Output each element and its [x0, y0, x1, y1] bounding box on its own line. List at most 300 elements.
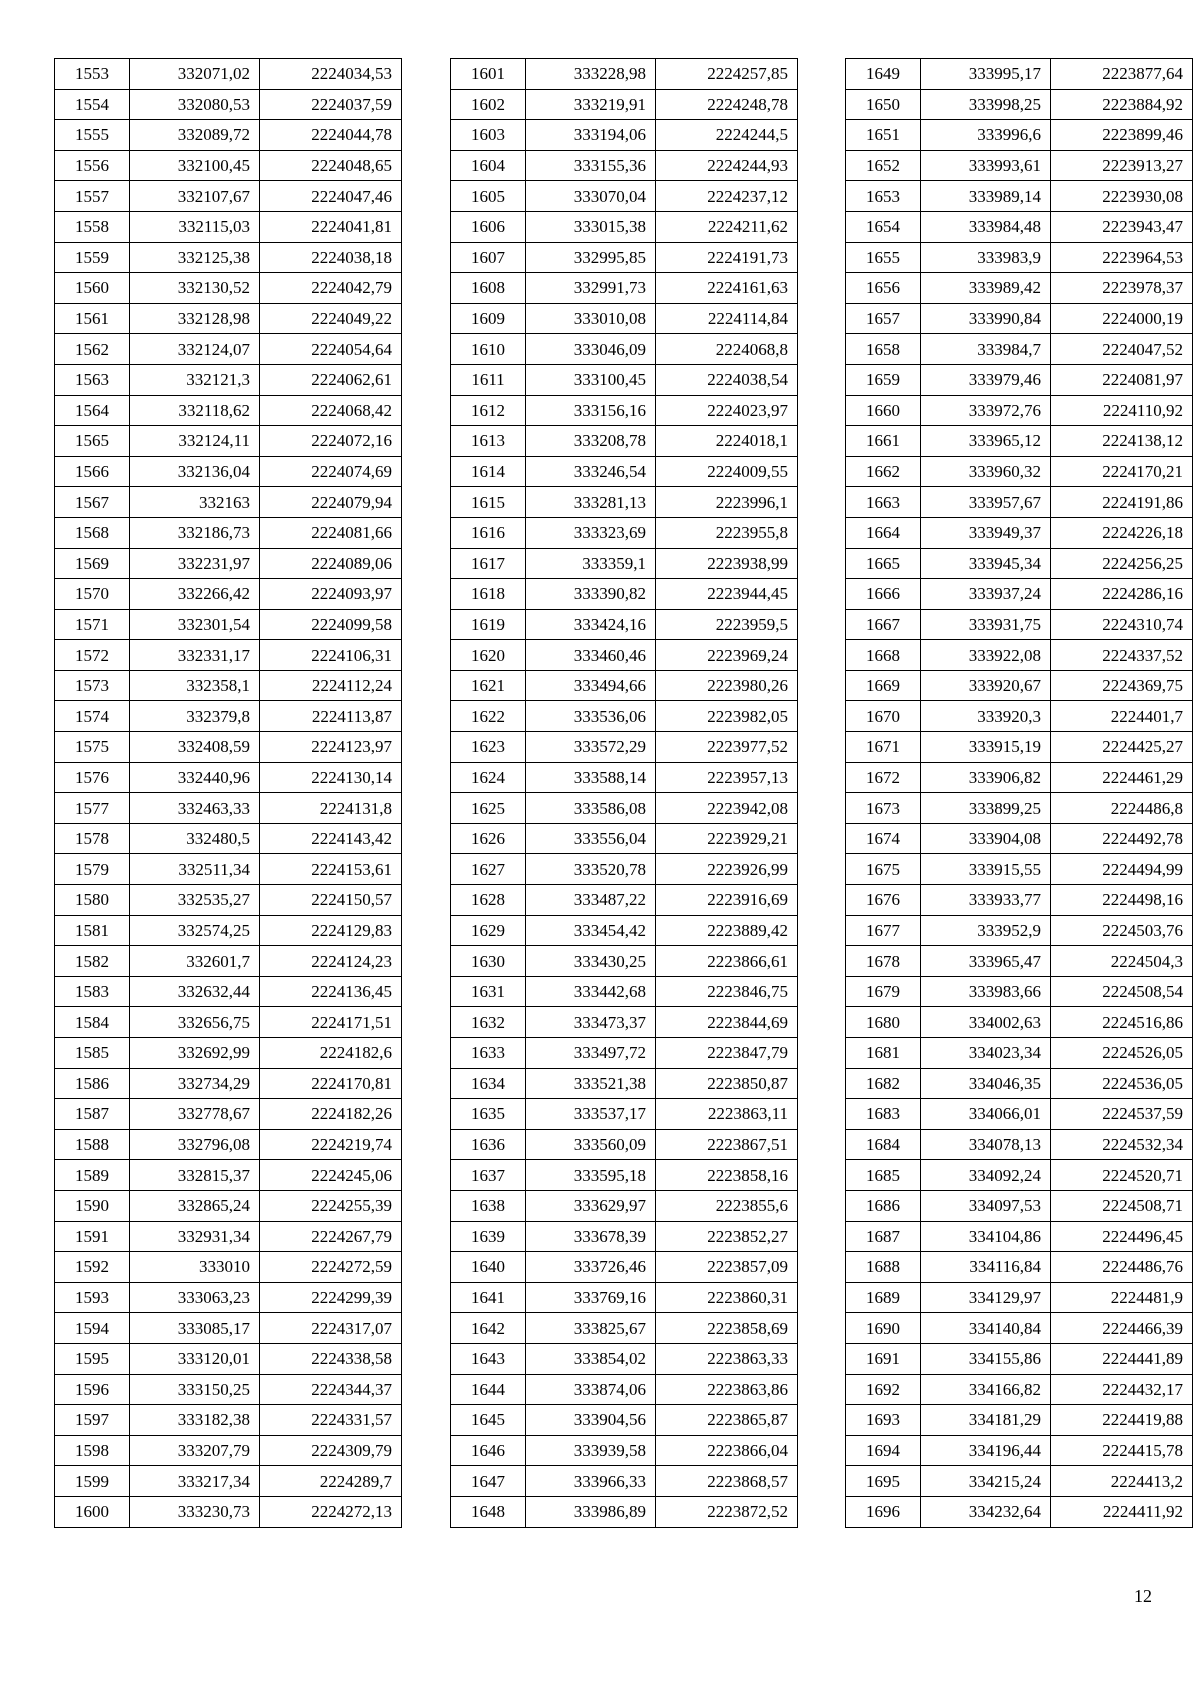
y-coordinate-cell: 2223846,75 [656, 976, 798, 1007]
x-coordinate-cell: 333010 [130, 1252, 260, 1283]
table-row [55, 548, 402, 579]
x-coordinate-cell: 333010,08 [526, 303, 656, 334]
y-coordinate-cell: 2224038,18 [260, 242, 402, 273]
point-number-cell: 1557 [55, 181, 130, 212]
point-number-cell: 1598 [55, 1435, 130, 1466]
y-coordinate-cell: 2224498,16 [1051, 885, 1193, 916]
y-coordinate-cell: 2224496,45 [1051, 1221, 1193, 1252]
point-number-cell: 1658 [846, 334, 921, 365]
y-coordinate-cell: 2224248,78 [656, 89, 798, 120]
x-coordinate-cell: 333899,25 [921, 793, 1051, 824]
y-coordinate-cell: 2224143,42 [260, 823, 402, 854]
x-coordinate-cell: 333986,89 [526, 1496, 656, 1527]
x-coordinate-cell: 332186,73 [130, 517, 260, 548]
x-coordinate-cell: 332358,1 [130, 670, 260, 701]
table-row [846, 640, 1193, 671]
table-row [846, 1221, 1193, 1252]
table-row [846, 732, 1193, 763]
y-coordinate-cell: 2224466,39 [1051, 1313, 1193, 1344]
table-row [846, 1343, 1193, 1374]
point-number-cell: 1686 [846, 1190, 921, 1221]
x-coordinate-cell: 333989,14 [921, 181, 1051, 212]
point-number-cell: 1675 [846, 854, 921, 885]
y-coordinate-cell: 2224129,83 [260, 915, 402, 946]
y-coordinate-cell: 2224272,13 [260, 1496, 402, 1527]
y-coordinate-cell: 2223899,46 [1051, 120, 1193, 151]
point-number-cell: 1683 [846, 1099, 921, 1130]
point-number-cell: 1601 [451, 59, 526, 90]
y-coordinate-cell: 2224038,54 [656, 364, 798, 395]
y-coordinate-cell: 2223872,52 [656, 1496, 798, 1527]
x-coordinate-cell: 334092,24 [921, 1160, 1051, 1191]
point-number-cell: 1577 [55, 793, 130, 824]
y-coordinate-cell: 2224042,79 [260, 273, 402, 304]
table-row [55, 487, 402, 518]
y-coordinate-cell: 2224044,78 [260, 120, 402, 151]
table-row [846, 1374, 1193, 1405]
y-coordinate-cell: 2224081,97 [1051, 364, 1193, 395]
table-row [846, 1129, 1193, 1160]
point-number-cell: 1632 [451, 1007, 526, 1038]
y-coordinate-cell: 2224081,66 [260, 517, 402, 548]
point-number-cell: 1567 [55, 487, 130, 518]
table-row [451, 976, 798, 1007]
x-coordinate-cell: 332100,45 [130, 150, 260, 181]
x-coordinate-cell: 334166,82 [921, 1374, 1051, 1405]
point-number-cell: 1563 [55, 364, 130, 395]
table-row [846, 793, 1193, 824]
x-coordinate-cell: 333323,69 [526, 517, 656, 548]
coordinate-table-3 [845, 58, 1193, 1528]
table-row [451, 670, 798, 701]
table-row [846, 1496, 1193, 1527]
point-number-cell: 1611 [451, 364, 526, 395]
y-coordinate-cell: 2224299,39 [260, 1282, 402, 1313]
point-number-cell: 1625 [451, 793, 526, 824]
table-row [55, 120, 402, 151]
x-coordinate-cell: 333972,76 [921, 395, 1051, 426]
y-coordinate-cell: 2224401,7 [1051, 701, 1193, 732]
x-coordinate-cell: 332115,03 [130, 211, 260, 242]
point-number-cell: 1600 [55, 1496, 130, 1527]
x-coordinate-cell: 333966,33 [526, 1466, 656, 1497]
point-number-cell: 1663 [846, 487, 921, 518]
y-coordinate-cell: 2224191,86 [1051, 487, 1193, 518]
point-number-cell: 1595 [55, 1343, 130, 1374]
y-coordinate-cell: 2224099,58 [260, 609, 402, 640]
point-number-cell: 1653 [846, 181, 921, 212]
y-coordinate-cell: 2224191,73 [656, 242, 798, 273]
x-coordinate-cell: 333920,3 [921, 701, 1051, 732]
y-coordinate-cell: 2224138,12 [1051, 426, 1193, 457]
point-number-cell: 1564 [55, 395, 130, 426]
table-row [55, 793, 402, 824]
x-coordinate-cell: 334116,84 [921, 1252, 1051, 1283]
point-number-cell: 1619 [451, 609, 526, 640]
page-number: 12 [1134, 1586, 1152, 1606]
point-number-cell: 1578 [55, 823, 130, 854]
x-coordinate-cell: 333442,68 [526, 976, 656, 1007]
point-number-cell: 1602 [451, 89, 526, 120]
x-coordinate-cell: 333230,73 [130, 1496, 260, 1527]
point-number-cell: 1614 [451, 456, 526, 487]
point-number-cell: 1624 [451, 762, 526, 793]
point-number-cell: 1638 [451, 1190, 526, 1221]
y-coordinate-cell: 2223938,99 [656, 548, 798, 579]
x-coordinate-cell: 333960,32 [921, 456, 1051, 487]
x-coordinate-cell: 332511,34 [130, 854, 260, 885]
x-coordinate-cell: 333904,56 [526, 1405, 656, 1436]
table-row [55, 1313, 402, 1344]
table-row [55, 517, 402, 548]
x-coordinate-cell: 333949,37 [921, 517, 1051, 548]
x-coordinate-cell: 333937,24 [921, 579, 1051, 610]
point-number-cell: 1651 [846, 120, 921, 151]
y-coordinate-cell: 2223980,26 [656, 670, 798, 701]
table-row [451, 793, 798, 824]
y-coordinate-cell: 2224106,31 [260, 640, 402, 671]
x-coordinate-cell: 332601,7 [130, 946, 260, 977]
table-row [846, 609, 1193, 640]
point-number-cell: 1677 [846, 915, 921, 946]
x-coordinate-cell: 333854,02 [526, 1343, 656, 1374]
point-number-cell: 1630 [451, 946, 526, 977]
point-number-cell: 1568 [55, 517, 130, 548]
point-number-cell: 1596 [55, 1374, 130, 1405]
y-coordinate-cell: 2224536,05 [1051, 1068, 1193, 1099]
y-coordinate-cell: 2224267,79 [260, 1221, 402, 1252]
point-number-cell: 1582 [55, 946, 130, 977]
table-row [846, 1252, 1193, 1283]
point-number-cell: 1631 [451, 976, 526, 1007]
y-coordinate-cell: 2223858,16 [656, 1160, 798, 1191]
table-row [846, 89, 1193, 120]
y-coordinate-cell: 2223858,69 [656, 1313, 798, 1344]
table-row [451, 1129, 798, 1160]
x-coordinate-cell: 332118,62 [130, 395, 260, 426]
table-row [55, 89, 402, 120]
point-number-cell: 1673 [846, 793, 921, 824]
y-coordinate-cell: 2224093,97 [260, 579, 402, 610]
x-coordinate-cell: 333998,25 [921, 89, 1051, 120]
table-row [55, 364, 402, 395]
point-number-cell: 1609 [451, 303, 526, 334]
y-coordinate-cell: 2224286,16 [1051, 579, 1193, 610]
x-coordinate-cell: 332632,44 [130, 976, 260, 1007]
y-coordinate-cell: 2224074,69 [260, 456, 402, 487]
point-number-cell: 1593 [55, 1282, 130, 1313]
point-number-cell: 1591 [55, 1221, 130, 1252]
point-number-cell: 1599 [55, 1466, 130, 1497]
table-row [846, 334, 1193, 365]
table-row [55, 303, 402, 334]
y-coordinate-cell: 2224244,5 [656, 120, 798, 151]
table-row [846, 915, 1193, 946]
x-coordinate-cell: 332089,72 [130, 120, 260, 151]
table-row [55, 59, 402, 90]
table-row [451, 273, 798, 304]
x-coordinate-cell: 333952,9 [921, 915, 1051, 946]
table-row [451, 89, 798, 120]
table-row [451, 487, 798, 518]
table-row [55, 426, 402, 457]
x-coordinate-cell: 332379,8 [130, 701, 260, 732]
x-coordinate-cell: 332535,27 [130, 885, 260, 916]
y-coordinate-cell: 2224124,23 [260, 946, 402, 977]
table-row [55, 915, 402, 946]
table-row [451, 211, 798, 242]
table-row [55, 1343, 402, 1374]
point-number-cell: 1558 [55, 211, 130, 242]
x-coordinate-cell: 332815,37 [130, 1160, 260, 1191]
point-number-cell: 1672 [846, 762, 921, 793]
table-row [451, 1496, 798, 1527]
table-row [55, 395, 402, 426]
point-number-cell: 1659 [846, 364, 921, 395]
x-coordinate-cell: 333825,67 [526, 1313, 656, 1344]
point-number-cell: 1606 [451, 211, 526, 242]
table-row [846, 303, 1193, 334]
x-coordinate-cell: 333454,42 [526, 915, 656, 946]
y-coordinate-cell: 2224486,8 [1051, 793, 1193, 824]
point-number-cell: 1592 [55, 1252, 130, 1283]
y-coordinate-cell: 2223860,31 [656, 1282, 798, 1313]
table-row [451, 426, 798, 457]
x-coordinate-cell: 333904,08 [921, 823, 1051, 854]
table-row [846, 395, 1193, 426]
y-coordinate-cell: 2224494,99 [1051, 854, 1193, 885]
point-number-cell: 1615 [451, 487, 526, 518]
y-coordinate-cell: 2224131,8 [260, 793, 402, 824]
point-number-cell: 1633 [451, 1038, 526, 1069]
x-coordinate-cell: 333957,67 [921, 487, 1051, 518]
x-coordinate-cell: 333155,36 [526, 150, 656, 181]
x-coordinate-cell: 334181,29 [921, 1405, 1051, 1436]
x-coordinate-cell: 334129,97 [921, 1282, 1051, 1313]
y-coordinate-cell: 2224520,71 [1051, 1160, 1193, 1191]
table-row [451, 946, 798, 977]
x-coordinate-cell: 333390,82 [526, 579, 656, 610]
table-row [846, 150, 1193, 181]
y-coordinate-cell: 2224289,7 [260, 1466, 402, 1497]
y-coordinate-cell: 2223955,8 [656, 517, 798, 548]
x-coordinate-cell: 333460,46 [526, 640, 656, 671]
y-coordinate-cell: 2223884,92 [1051, 89, 1193, 120]
table-row [846, 364, 1193, 395]
table-row [451, 303, 798, 334]
table-row [55, 1496, 402, 1527]
y-coordinate-cell: 2223850,87 [656, 1068, 798, 1099]
y-coordinate-cell: 2223930,08 [1051, 181, 1193, 212]
x-coordinate-cell: 333063,23 [130, 1282, 260, 1313]
y-coordinate-cell: 2223863,86 [656, 1374, 798, 1405]
table-row [55, 823, 402, 854]
table-row [451, 915, 798, 946]
y-coordinate-cell: 2224171,51 [260, 1007, 402, 1038]
table-row [846, 579, 1193, 610]
point-number-cell: 1682 [846, 1068, 921, 1099]
table-row [451, 701, 798, 732]
x-coordinate-cell: 334140,84 [921, 1313, 1051, 1344]
table-row [846, 1190, 1193, 1221]
point-number-cell: 1645 [451, 1405, 526, 1436]
y-coordinate-cell: 2224411,92 [1051, 1496, 1193, 1527]
x-coordinate-cell: 333983,9 [921, 242, 1051, 273]
point-number-cell: 1650 [846, 89, 921, 120]
y-coordinate-cell: 2224161,63 [656, 273, 798, 304]
y-coordinate-cell: 2224041,81 [260, 211, 402, 242]
y-coordinate-cell: 2223929,21 [656, 823, 798, 854]
table-row [55, 181, 402, 212]
y-coordinate-cell: 2223857,09 [656, 1252, 798, 1283]
y-coordinate-cell: 2224245,06 [260, 1160, 402, 1191]
point-number-cell: 1695 [846, 1466, 921, 1497]
point-number-cell: 1647 [451, 1466, 526, 1497]
table-row [55, 609, 402, 640]
x-coordinate-cell: 333939,58 [526, 1435, 656, 1466]
x-coordinate-cell: 332865,24 [130, 1190, 260, 1221]
x-coordinate-cell: 333150,25 [130, 1374, 260, 1405]
point-number-cell: 1585 [55, 1038, 130, 1069]
table-row [55, 1435, 402, 1466]
point-number-cell: 1680 [846, 1007, 921, 1038]
point-number-cell: 1691 [846, 1343, 921, 1374]
x-coordinate-cell: 332163 [130, 487, 260, 518]
point-number-cell: 1569 [55, 548, 130, 579]
x-coordinate-cell: 332995,85 [526, 242, 656, 273]
point-number-cell: 1667 [846, 609, 921, 640]
point-number-cell: 1643 [451, 1343, 526, 1374]
x-coordinate-cell: 334066,01 [921, 1099, 1051, 1130]
x-coordinate-cell: 332121,3 [130, 364, 260, 395]
y-coordinate-cell: 2224123,97 [260, 732, 402, 763]
table-row [451, 854, 798, 885]
y-coordinate-cell: 2224009,55 [656, 456, 798, 487]
table-row [451, 762, 798, 793]
table-row [55, 854, 402, 885]
point-number-cell: 1622 [451, 701, 526, 732]
x-coordinate-cell: 333520,78 [526, 854, 656, 885]
y-coordinate-cell: 2224481,9 [1051, 1282, 1193, 1313]
table-row [846, 59, 1193, 90]
table-row [451, 59, 798, 90]
point-number-cell: 1612 [451, 395, 526, 426]
table-row [846, 1435, 1193, 1466]
point-number-cell: 1669 [846, 670, 921, 701]
point-number-cell: 1657 [846, 303, 921, 334]
y-coordinate-cell: 2224170,21 [1051, 456, 1193, 487]
point-number-cell: 1671 [846, 732, 921, 763]
point-number-cell: 1617 [451, 548, 526, 579]
y-coordinate-cell: 2224413,2 [1051, 1466, 1193, 1497]
x-coordinate-cell: 333208,78 [526, 426, 656, 457]
table-row [451, 548, 798, 579]
x-coordinate-cell: 333993,61 [921, 150, 1051, 181]
table-row [451, 579, 798, 610]
table-row [451, 1252, 798, 1283]
point-number-cell: 1562 [55, 334, 130, 365]
x-coordinate-cell: 332231,97 [130, 548, 260, 579]
x-coordinate-cell: 333120,01 [130, 1343, 260, 1374]
table-row [55, 1405, 402, 1436]
y-coordinate-cell: 2224054,64 [260, 334, 402, 365]
y-coordinate-cell: 2223913,27 [1051, 150, 1193, 181]
point-number-cell: 1666 [846, 579, 921, 610]
x-coordinate-cell: 333588,14 [526, 762, 656, 793]
point-number-cell: 1640 [451, 1252, 526, 1283]
table-row [846, 854, 1193, 885]
x-coordinate-cell: 333100,45 [526, 364, 656, 395]
y-coordinate-cell: 2223868,57 [656, 1466, 798, 1497]
y-coordinate-cell: 2224256,25 [1051, 548, 1193, 579]
point-number-cell: 1694 [846, 1435, 921, 1466]
y-coordinate-cell: 2224310,74 [1051, 609, 1193, 640]
point-number-cell: 1654 [846, 211, 921, 242]
x-coordinate-cell: 333537,17 [526, 1099, 656, 1130]
point-number-cell: 1684 [846, 1129, 921, 1160]
x-coordinate-cell: 333678,39 [526, 1221, 656, 1252]
x-coordinate-cell: 332480,5 [130, 823, 260, 854]
y-coordinate-cell: 2223867,51 [656, 1129, 798, 1160]
table-row [451, 732, 798, 763]
x-coordinate-cell: 332574,25 [130, 915, 260, 946]
table-row [451, 1068, 798, 1099]
y-coordinate-cell: 2224532,34 [1051, 1129, 1193, 1160]
y-coordinate-cell: 2224047,52 [1051, 334, 1193, 365]
point-number-cell: 1613 [451, 426, 526, 457]
y-coordinate-cell: 2223943,47 [1051, 211, 1193, 242]
point-number-cell: 1575 [55, 732, 130, 763]
table-row [55, 579, 402, 610]
y-coordinate-cell: 2223982,05 [656, 701, 798, 732]
table-row [451, 334, 798, 365]
point-number-cell: 1623 [451, 732, 526, 763]
y-coordinate-cell: 2224182,26 [260, 1099, 402, 1130]
point-number-cell: 1576 [55, 762, 130, 793]
x-coordinate-cell: 332408,59 [130, 732, 260, 763]
table-row [451, 395, 798, 426]
point-number-cell: 1662 [846, 456, 921, 487]
table-row [55, 456, 402, 487]
x-coordinate-cell: 333281,13 [526, 487, 656, 518]
x-coordinate-cell: 334155,86 [921, 1343, 1051, 1374]
y-coordinate-cell: 2224113,87 [260, 701, 402, 732]
y-coordinate-cell: 2224136,45 [260, 976, 402, 1007]
point-number-cell: 1566 [55, 456, 130, 487]
y-coordinate-cell: 2224255,39 [260, 1190, 402, 1221]
table-row [55, 1221, 402, 1252]
x-coordinate-cell: 333473,37 [526, 1007, 656, 1038]
table-row [846, 762, 1193, 793]
x-coordinate-cell: 333359,1 [526, 548, 656, 579]
table-row [846, 548, 1193, 579]
x-coordinate-cell: 334104,86 [921, 1221, 1051, 1252]
y-coordinate-cell: 2224486,76 [1051, 1252, 1193, 1283]
point-number-cell: 1642 [451, 1313, 526, 1344]
y-coordinate-cell: 2223926,99 [656, 854, 798, 885]
table-row [846, 1068, 1193, 1099]
point-number-cell: 1573 [55, 670, 130, 701]
x-coordinate-cell: 333984,7 [921, 334, 1051, 365]
x-coordinate-cell: 333920,67 [921, 670, 1051, 701]
y-coordinate-cell: 2223959,5 [656, 609, 798, 640]
y-coordinate-cell: 2224441,89 [1051, 1343, 1193, 1374]
point-number-cell: 1688 [846, 1252, 921, 1283]
table-row [846, 946, 1193, 977]
x-coordinate-cell: 334078,13 [921, 1129, 1051, 1160]
point-number-cell: 1626 [451, 823, 526, 854]
point-number-cell: 1580 [55, 885, 130, 916]
